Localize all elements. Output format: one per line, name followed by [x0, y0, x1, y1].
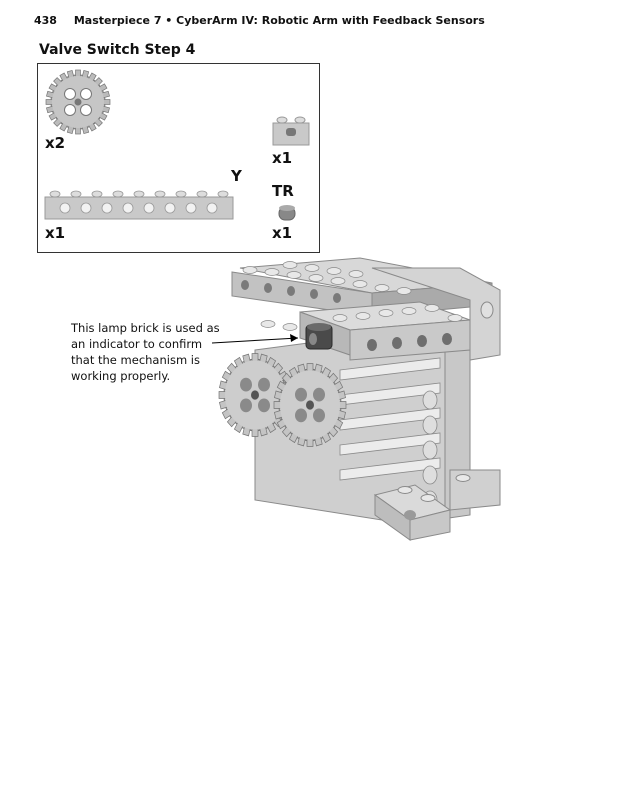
gear-right: [274, 364, 346, 447]
step-title: Valve Switch Step 4: [39, 42, 196, 58]
lamp-brick-quantity: x1: [272, 149, 293, 167]
lamp-brick: [306, 323, 332, 349]
beam-label: Y: [231, 167, 242, 185]
gear-quantity: x2: [45, 134, 66, 152]
running-title: Masterpiece 7 • CyberArm IV: Robotic Arm with Feedback Sensors: [73, 14, 485, 27]
round-plate-quantity: x1: [272, 224, 293, 242]
round-plate-label: TR: [272, 182, 294, 200]
callout-leader-line: [212, 338, 298, 343]
page-number: 438: [34, 14, 57, 27]
callout-text: This lamp brick is used as an indicator to confirm that the mechanism is working properly.: [71, 321, 220, 383]
callout-arrowhead: [290, 334, 298, 342]
beam-quantity: x1: [45, 224, 66, 242]
